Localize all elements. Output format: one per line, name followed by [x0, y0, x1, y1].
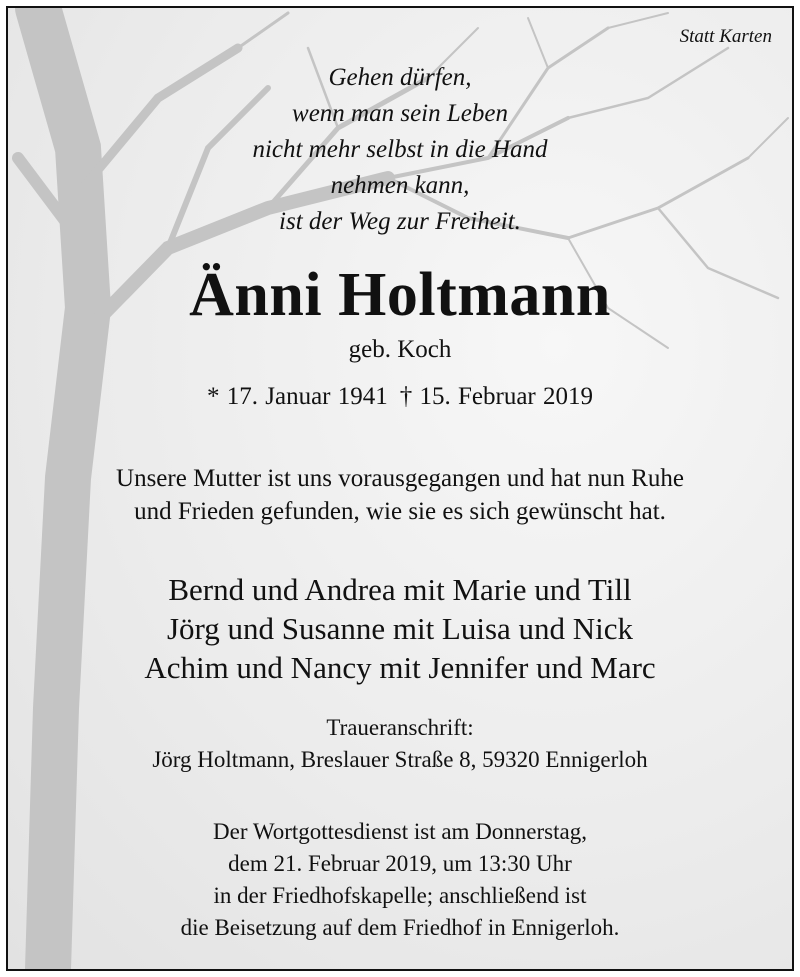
address-label: Traueranschrift:: [326, 715, 474, 740]
farewell-message: [8, 462, 792, 528]
deceased-name: Änni Holtmann: [189, 261, 611, 329]
maiden-name: geb. Koch: [348, 336, 452, 363]
poem: [8, 60, 792, 240]
service-line: Der Wortgottesdienst ist am Donnerstag,: [213, 819, 587, 844]
family-names: [8, 570, 792, 687]
life-dates: [8, 380, 792, 414]
family-line: Achim und Nancy mit Jennifer und Marc: [144, 650, 656, 685]
poem-line: Gehen dürfen,: [328, 64, 472, 91]
poem-line: wenn man sein Leben: [292, 100, 508, 127]
poem-line: nehmen kann,: [330, 172, 470, 199]
service-line: in der Friedhofskapelle; anschließend ist: [213, 883, 587, 908]
statt-karten-label: Statt Karten: [679, 26, 772, 47]
address-text: Jörg Holtmann, Breslauer Straße 8, 59320 Ennigerloh: [152, 747, 648, 772]
notice-content: [8, 8, 792, 969]
death-date: † 15. Februar 2019: [399, 383, 593, 410]
poem-line: ist der Weg zur Freiheit.: [279, 208, 521, 235]
family-line: Bernd und Andrea mit Marie und Till: [168, 572, 632, 607]
poem-line: nicht mehr selbst in die Hand: [252, 136, 548, 163]
birth-date: * 17. Januar 1941: [207, 383, 388, 410]
service-line: die Beisetzung auf dem Friedhof in Ennigerloh.: [180, 915, 620, 940]
family-line: Jörg und Susanne mit Luisa und Nick: [166, 611, 634, 646]
obituary-notice: [6, 6, 794, 971]
mourning-address: [8, 712, 792, 776]
message-line: Unsere Mutter ist uns vorausgegangen und hat nun Ruhe: [116, 465, 684, 492]
message-line: und Frieden gefunden, wie sie es sich gewünscht hat.: [134, 498, 666, 525]
service-line: dem 21. Februar 2019, um 13:30 Uhr: [228, 851, 572, 876]
service-info: [8, 816, 792, 944]
